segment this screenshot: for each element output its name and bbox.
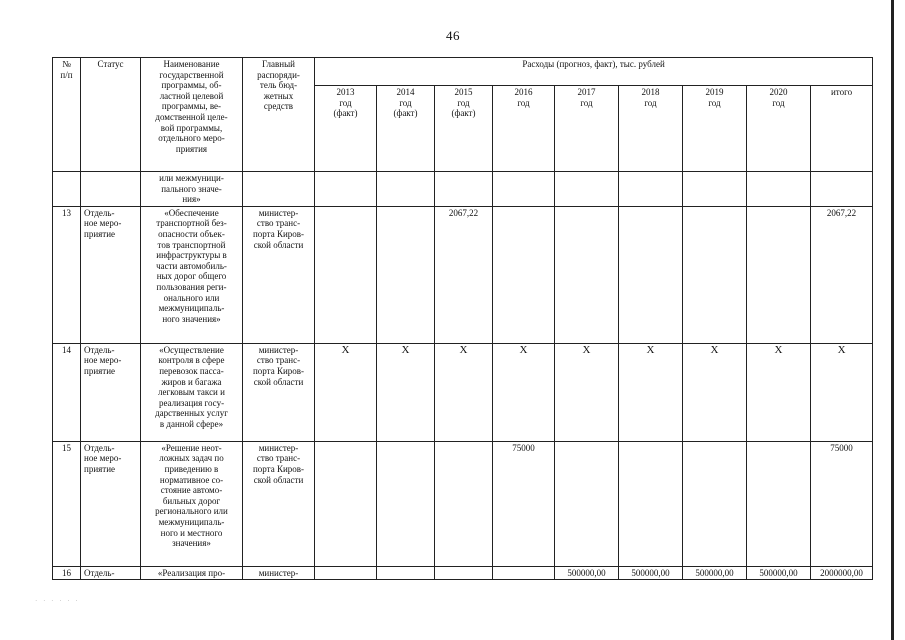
value-cell bbox=[747, 206, 811, 343]
cell bbox=[435, 172, 493, 207]
header-year-2013: 2013 год (факт) bbox=[315, 86, 377, 172]
budget-table bbox=[52, 57, 873, 580]
row-status: Отдель- ное меро- приятие bbox=[81, 441, 141, 566]
table-row bbox=[53, 441, 873, 566]
value-cell bbox=[435, 441, 493, 566]
header-year-2020: 2020 год bbox=[747, 86, 811, 172]
header-admin: Главный распоряди- тель бюд- жетных средств bbox=[243, 58, 315, 172]
scan-noise: · · · · · · bbox=[35, 597, 80, 605]
cell bbox=[747, 172, 811, 207]
value-cell bbox=[377, 206, 435, 343]
header-name: Наименование государственной программы, об- ластной целевой программы, ве- домственной целе- вой программы, отдельного меро- приятия bbox=[141, 58, 243, 172]
row-number: 13 bbox=[53, 206, 81, 343]
row-number: 15 bbox=[53, 441, 81, 566]
x-mark: Х bbox=[493, 343, 555, 441]
value-cell bbox=[315, 441, 377, 566]
row-status: Отдель- ное меро- приятие bbox=[81, 206, 141, 343]
header-year-2017: 2017 год bbox=[555, 86, 619, 172]
total-cell: 2067,22 bbox=[811, 206, 873, 343]
value-cell bbox=[619, 441, 683, 566]
cell bbox=[811, 172, 873, 207]
row-status: Отдель- bbox=[81, 566, 141, 580]
header-year-2018: 2018 год bbox=[619, 86, 683, 172]
row-admin: министер- ство транс- порта Киров- ской области bbox=[243, 441, 315, 566]
header-total: итого bbox=[811, 86, 873, 172]
value-cell bbox=[377, 441, 435, 566]
table-row bbox=[53, 206, 873, 343]
cell bbox=[315, 172, 377, 207]
value-cell bbox=[747, 441, 811, 566]
value-cell bbox=[493, 206, 555, 343]
row-number: 14 bbox=[53, 343, 81, 441]
value-cell bbox=[493, 566, 555, 580]
table-row bbox=[53, 343, 873, 441]
row-name: «Осуществление контроля в сфере перевозок пасса- жиров и багажа легковым такси и реализация госу- дарственных услуг в данной сфере» bbox=[141, 343, 243, 441]
x-mark: Х bbox=[811, 343, 873, 441]
row-number: 16 bbox=[53, 566, 81, 580]
cell bbox=[243, 172, 315, 207]
header-year-2016: 2016 год bbox=[493, 86, 555, 172]
value-cell bbox=[683, 206, 747, 343]
value-cell: 500000,00 bbox=[683, 566, 747, 580]
value-cell bbox=[619, 206, 683, 343]
value-cell: 75000 bbox=[493, 441, 555, 566]
header-year-2019: 2019 год bbox=[683, 86, 747, 172]
page-edge-bar bbox=[891, 0, 894, 640]
header-status: Статус bbox=[81, 58, 141, 172]
header-year-2015: 2015 год (факт) bbox=[435, 86, 493, 172]
row-name: «Решение неот- ложных задач по приведению в нормативное со- стояние автомо- бильных дорог регионального или межмуниципаль- ного и местного значения» bbox=[141, 441, 243, 566]
row-name: «Обеспечение транспортной без- опасности объек- тов транспортной инфраструктуры в части автомобиль- ных дорог общего пользования реги- онального или межмуниципаль- ного значения» bbox=[141, 206, 243, 343]
cell bbox=[493, 172, 555, 207]
header-name-continuation: или межмуници- пального значе- ния» bbox=[141, 172, 243, 207]
row-status: Отдель- ное меро- приятие bbox=[81, 343, 141, 441]
cell bbox=[619, 172, 683, 207]
total-cell: 2000000,00 bbox=[811, 566, 873, 580]
header-expenses-title: Расходы (прогноз, факт), тыс. рублей bbox=[315, 58, 873, 86]
row-admin: министер- bbox=[243, 566, 315, 580]
x-mark: Х bbox=[555, 343, 619, 441]
value-cell: 500000,00 bbox=[747, 566, 811, 580]
cell bbox=[81, 172, 141, 207]
cell bbox=[683, 172, 747, 207]
header-continuation-row bbox=[53, 172, 873, 207]
row-admin: министер- ство транс- порта Киров- ской области bbox=[243, 343, 315, 441]
x-mark: Х bbox=[315, 343, 377, 441]
header-row-1 bbox=[53, 58, 873, 86]
cell bbox=[377, 172, 435, 207]
value-cell bbox=[683, 441, 747, 566]
page-number: 46 bbox=[446, 28, 460, 43]
value-cell: 500000,00 bbox=[619, 566, 683, 580]
value-cell bbox=[315, 206, 377, 343]
x-mark: Х bbox=[377, 343, 435, 441]
x-mark: Х bbox=[435, 343, 493, 441]
row-name: «Реализация про- bbox=[141, 566, 243, 580]
header-year-2014: 2014 год (факт) bbox=[377, 86, 435, 172]
value-cell: 2067,22 bbox=[435, 206, 493, 343]
value-cell bbox=[435, 566, 493, 580]
x-mark: Х bbox=[747, 343, 811, 441]
cell bbox=[53, 172, 81, 207]
table-row bbox=[53, 566, 873, 580]
row-admin: министер- ство транс- порта Киров- ской области bbox=[243, 206, 315, 343]
x-mark: Х bbox=[683, 343, 747, 441]
cell bbox=[555, 172, 619, 207]
value-cell bbox=[315, 566, 377, 580]
total-cell: 75000 bbox=[811, 441, 873, 566]
value-cell: 500000,00 bbox=[555, 566, 619, 580]
value-cell bbox=[555, 441, 619, 566]
x-mark: Х bbox=[619, 343, 683, 441]
header-no: № п/п bbox=[53, 58, 81, 172]
value-cell bbox=[555, 206, 619, 343]
value-cell bbox=[377, 566, 435, 580]
